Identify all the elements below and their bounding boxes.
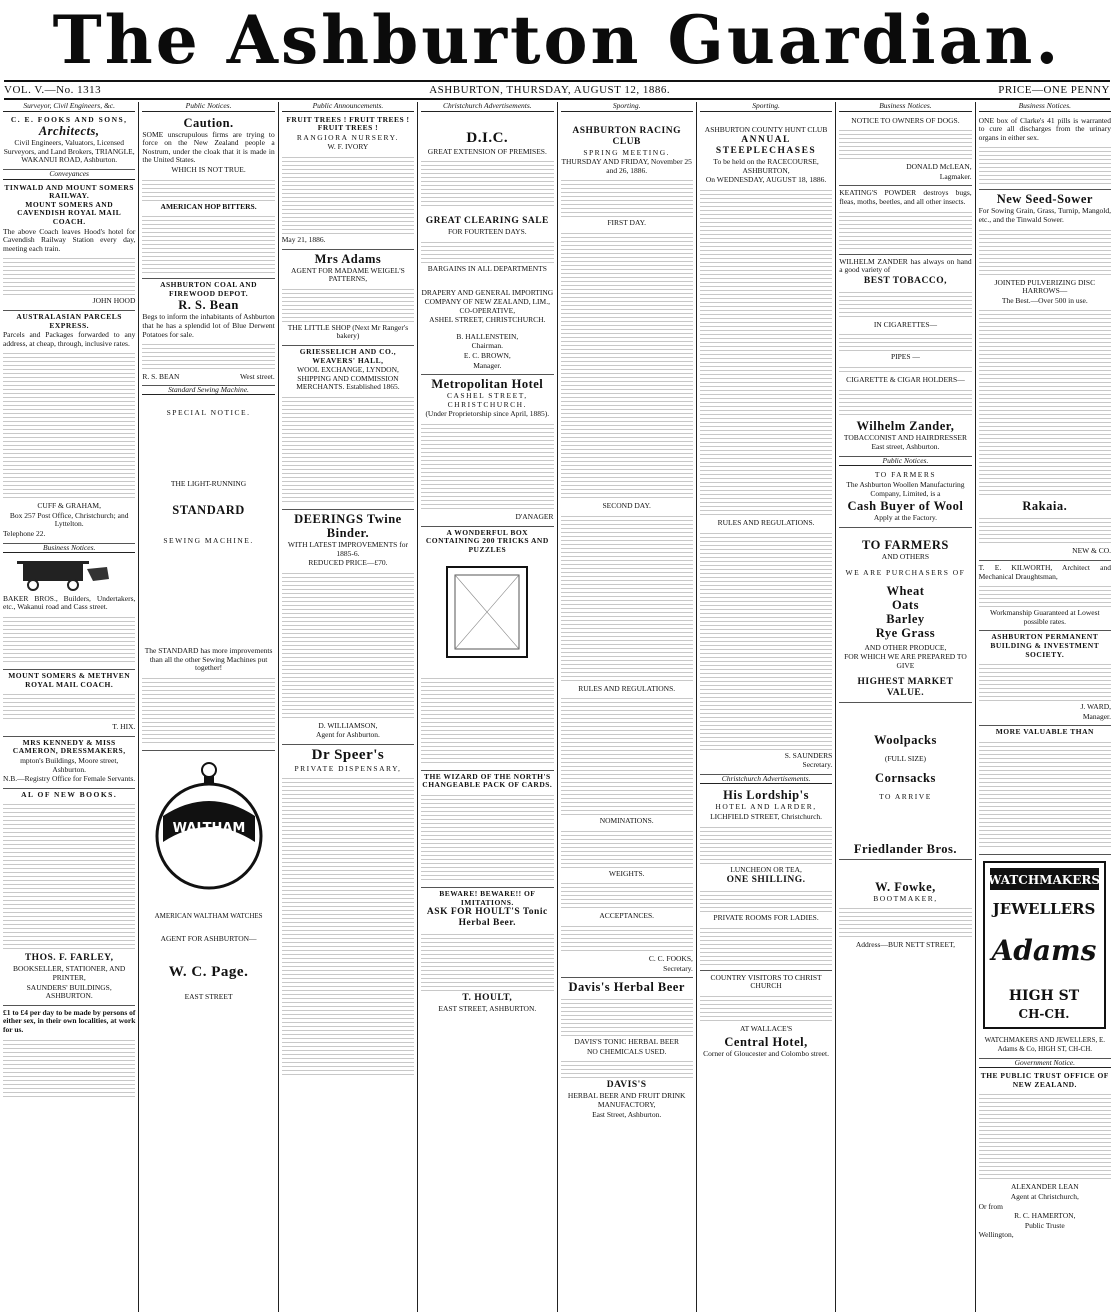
ad-title: ASHBURTON RACING CLUB: [572, 125, 681, 147]
grain-oats: Oats: [891, 597, 919, 612]
column-3: [279, 102, 418, 1312]
ad-subheading: PIPES —: [890, 352, 920, 362]
ad-price: REDUCED PRICE—£70.: [308, 558, 388, 568]
ad-address: CASHEL STREET, CHRISTCHURCH.: [447, 391, 528, 409]
ad-body: BAKER BROS., Builders, Undertakers, etc., Wakanui road and Cass street.: [3, 593, 136, 612]
ad-methven-coach: [3, 670, 135, 737]
ad-heading: MRS KENNEDY & MISS CAMERON, DRESSMAKERS,: [12, 737, 126, 756]
svg-text:WATCHMAKERS: WATCHMAKERS: [988, 872, 1101, 887]
ad-heading: AL OF NEW BOOKS.: [21, 789, 118, 799]
ad-role: BOOTMAKER,: [873, 893, 938, 903]
ad-body: T. E. KILWORTH, Architect and Mechanical Draughtsman,: [978, 562, 1111, 581]
ad-standard-sewing: [142, 397, 274, 751]
ad-title: HIGHEST MARKET VALUE.: [857, 676, 954, 698]
category-heading: Public Notices.: [839, 457, 971, 467]
column-8: [976, 102, 1114, 1312]
column-7: [836, 102, 975, 1312]
race-programme: [561, 230, 693, 500]
ad-role: Chairman.: [471, 341, 504, 351]
ad-title: Dr Speer's: [311, 746, 385, 763]
ad-heading: THE PUBLIC TRUST OFFICE OF NEW ZEALAND.: [980, 1071, 1109, 1089]
ad-dressmakers: [3, 737, 135, 789]
ad-price-heading: ONE SHILLING.: [726, 875, 806, 886]
text-block: [421, 158, 553, 208]
ad-subheading: GREAT EXTENSION OF PREMISES.: [427, 146, 547, 156]
ad-role: Lagmaker.: [939, 171, 972, 181]
ad-role: Manager.: [1082, 711, 1111, 721]
ad-baker-bros: [3, 555, 135, 670]
ad-subheading: AND OTHER PRODUCE,: [864, 642, 947, 652]
ad-title: Cornsacks: [875, 771, 936, 786]
ad-address: EAST STREET, ASHBURTON.: [438, 1004, 537, 1014]
ad-heading: C. E. FOOKS AND SONS,: [10, 114, 128, 124]
ad-company: DRAPERY AND GENERAL IMPORTING COMPANY OF NEW ZEALAND, LIM., CO-OPERATIVE,: [421, 288, 554, 315]
race-programme: [700, 187, 832, 517]
section-heading: FIRST DAY.: [607, 218, 646, 228]
column-2: [139, 102, 278, 1312]
ad-place: Wellington,: [978, 1230, 1014, 1240]
ad-subheading: FOR WHICH WE ARE PREPARED TO GIVE: [844, 652, 967, 671]
text-block: [561, 828, 693, 868]
text-block: [839, 387, 971, 417]
text-block: [421, 675, 553, 765]
ad-title: ASK FOR HOULT'S Tonic Herbal Beer.: [426, 907, 548, 929]
ad-body: Civil Engineers, Valuators, Licensed Surveyors, and Land Brokers, TRIANGLE, WAKANUI ROAD, Ashburton.: [3, 138, 135, 165]
text-block: [561, 1058, 693, 1078]
race-programme: [561, 513, 693, 683]
ad-title: ANNUAL STEEPLECHASES: [715, 135, 817, 157]
ad-heading: FRUIT TREES ! FRUIT TREES ! FRUIT TREES !: [286, 114, 410, 133]
ad-brand: DAVIS'S: [606, 1080, 647, 1091]
ad-earn-money: [3, 1006, 135, 1102]
text-block: [421, 931, 553, 991]
ad-heading: A WONDERFUL BOX CONTAINING 200 TRICKS AND PUZZLES: [425, 527, 549, 554]
ad-kilworth: [979, 561, 1111, 631]
ad-title: Central Hotel,: [724, 1034, 808, 1049]
volume-number: VOL. V.—No. 1313: [4, 84, 102, 96]
ad-dog-owners: [839, 114, 971, 187]
ad-subheading: HOTEL AND LARDER,: [715, 802, 817, 812]
text-block: [839, 127, 971, 161]
ad-heading: MOUNT SOMERS & METHVEN ROYAL MAIL COACH.: [8, 671, 131, 689]
ad-subheading: RANGIORA NURSERY.: [296, 132, 399, 142]
text-block: [839, 364, 971, 374]
jewellers-logo-icon: [982, 860, 1107, 1030]
grain-barley: Barley: [886, 611, 925, 626]
text-block: [700, 993, 832, 1023]
ad-subheading: THE LIGHT-RUNNING: [170, 478, 247, 488]
issue-price: PRICE—ONE PENNY: [998, 84, 1110, 96]
section-heading: WEIGHTS.: [608, 868, 645, 878]
ad-wonderful-box: [421, 527, 553, 771]
ad-note: N.B.—Registry Office for Female Servants.: [3, 774, 136, 784]
ad-heading: BEWARE! BEWARE!! OF IMITATIONS.: [439, 889, 536, 907]
ad-title: Cash Buyer of Wool: [847, 499, 964, 514]
text-block: [979, 583, 1111, 607]
ad-heading: THE WIZARD OF THE NORTH'S CHANGEABLE PACK OF CARDS.: [422, 771, 553, 790]
svg-text:Adams: Adams: [991, 933, 1097, 967]
text-block: [839, 209, 971, 249]
ad-subheading: AND OTHERS: [881, 551, 930, 561]
ad-title: R. S. Bean: [178, 298, 239, 313]
ad-signature: B. HALLENSTEIN,: [456, 331, 519, 341]
ad-davis-herbal-beer: [561, 978, 693, 1123]
ad-signature: R. S. BEAN: [142, 372, 180, 382]
ad-deerings-binder: [282, 510, 414, 745]
ad-subheading: WOOL EXCHANGE, LYNDON, SHIPPING AND COMMISSION MERCHANTS. Established 1865.: [296, 365, 400, 392]
text-block: [700, 530, 832, 750]
dateline: [4, 80, 1110, 100]
ad-title: Wilhelm Zander,: [856, 418, 955, 433]
ad-address: ASHEL STREET, CHRISTCHURCH.: [429, 315, 546, 325]
ad-role: Agent at Christchurch,: [1010, 1192, 1079, 1202]
text-block: [839, 331, 971, 351]
ad-subheading: SEWING MACHINE.: [163, 535, 254, 545]
ad-subheading: IN CIGARETTES—: [873, 319, 937, 329]
text-block: [282, 570, 414, 720]
ad-subheading: PRIVATE DISPENSARY,: [294, 763, 402, 773]
ad-sale-days: FOR FOURTEEN DAYS.: [447, 227, 527, 237]
ad-friedlander: [839, 703, 971, 860]
watch-icon: [149, 756, 269, 906]
hearse-illustration: [3, 557, 113, 591]
ad-parcels-express: [3, 311, 135, 544]
ad-signature: JOHN HOOD: [92, 296, 136, 306]
ad-heading: SPECIAL NOTICE.: [166, 408, 251, 418]
ad-griesselich: [282, 346, 414, 510]
ad-title: DEERINGS Twine Binder.: [294, 511, 402, 540]
ad-body: The Ashburton Woollen Manufacturing Company, Limited, is a: [846, 479, 965, 498]
ad-grain-purchasers: [839, 528, 971, 703]
ad-subheading: TO ARRIVE: [879, 792, 932, 802]
text-block: [421, 421, 553, 511]
ad-body: The above Coach leaves Hood's hotel for Cavendish Railway Station every day, meeting each train.: [3, 226, 136, 253]
ad-title: Metropolitan Hotel: [431, 377, 544, 392]
ad-signature: W. F. IVORY: [327, 142, 369, 152]
ad-subheading: (Under Proprietorship since April, 1885).: [425, 409, 550, 419]
ad-title: Davis's Herbal Beer: [568, 980, 685, 995]
text-block: [979, 144, 1111, 184]
ad-subheading: (FULL SIZE): [884, 753, 927, 763]
ad-signature: ALEXANDER LEAN: [1010, 1182, 1079, 1192]
category-heading: Public Announcements.: [282, 102, 414, 112]
ad-title: Caution.: [183, 115, 234, 130]
ad-title: Architects,: [38, 124, 100, 139]
ad-signature: C. C. FOOKS,: [648, 953, 693, 963]
ad-heading: COUNTRY VISITORS TO CHRIST CHURCH: [710, 972, 822, 991]
ad-role: Public Truste: [1024, 1220, 1065, 1230]
category-heading: Public Notices.: [142, 102, 274, 112]
ad-more-valuable: [979, 726, 1111, 855]
ad-woollen-company: [839, 468, 971, 527]
text-block: [979, 661, 1111, 701]
text-block: [142, 177, 274, 201]
ad-title: His Lordship's: [723, 788, 809, 803]
ad-body: KEATING'S POWDER destroys bugs, fleas, moths, beetles, and all other insects.: [839, 188, 972, 206]
ad-body: £1 to £4 per day to be made by persons of either sex, in their own localities, at work for us.: [3, 1007, 136, 1034]
ad-subheading: DAVIS'S TONIC HERBAL BEER: [574, 1037, 679, 1047]
category-heading: Standard Sewing Machine.: [142, 386, 274, 396]
ad-body: Parcels and Packages forwarded to any address, at cheap, through, inclusive rates.: [3, 330, 136, 348]
text-block: [282, 286, 414, 322]
text-block: [3, 691, 135, 721]
ad-adams-jewellers: [979, 855, 1111, 1059]
grain-wheat: Wheat: [886, 583, 925, 598]
grain-rye-grass: Rye Grass: [875, 625, 936, 640]
category-heading: Sporting.: [700, 102, 832, 112]
ad-place-title: Rakaia.: [1022, 499, 1068, 514]
ad-title: W. Fowke,: [875, 879, 936, 894]
ad-subheading: Workmanship Guaranteed at Lowest possible rates.: [990, 608, 1100, 626]
ad-coal-depot: [142, 279, 274, 386]
ad-body: ONE box of Clarke's 41 pills is warranted to cure all discharges from the urinary organs in either sex.: [978, 115, 1111, 142]
ad-central-hotel: [700, 971, 832, 1062]
ad-racing-club: [561, 114, 693, 979]
category-heading: Christchurch Advertisements.: [700, 775, 832, 785]
category-heading: Christchurch Advertisements.: [421, 102, 553, 112]
svg-text:CH-CH.: CH-CH.: [1018, 1006, 1070, 1021]
ad-subheading: WE ARE PURCHASERS OF: [845, 568, 966, 578]
ad-dates: THURSDAY AND FRIDAY, November 25 and 26, 1886.: [561, 157, 692, 175]
ad-public-trust: [979, 1070, 1111, 1244]
ad-title: D.I.C.: [466, 129, 509, 146]
ad-tinwald-railway: [3, 182, 135, 311]
ad-heading: MORE VALUABLE THAN: [995, 727, 1094, 737]
rates-table: [3, 350, 135, 500]
ad-subheading: CIGARETTE & CIGAR HOLDERS—: [846, 374, 965, 384]
ad-signature: DONALD McLEAN,: [906, 162, 972, 172]
ad-signature: R. C. HAMERTON,: [1014, 1211, 1076, 1221]
ad-place: To be held on the RACECOURSE, ASHBURTON,: [713, 157, 819, 175]
ad-heading: ASHBURTON COUNTY HUNT CLUB: [704, 124, 828, 134]
svg-text:WALTHAM: WALTHAM: [172, 820, 245, 836]
section-heading: SECOND DAY.: [602, 500, 651, 510]
category-heading: Business Notices.: [979, 102, 1111, 112]
ad-signature: D. WILLIAMSON,: [318, 720, 378, 730]
ad-heading: AUSTRALASIAN PARCELS EXPRESS.: [16, 311, 122, 330]
text-block: [839, 289, 971, 319]
ad-date: May 21, 1886.: [281, 234, 326, 244]
ad-address: LICHFIELD STREET, Christchurch.: [710, 811, 823, 821]
text-block: [700, 888, 832, 912]
svg-text:HIGH ST: HIGH ST: [1009, 987, 1080, 1004]
column-5: [558, 102, 697, 1312]
column-1: [0, 102, 139, 1312]
text-block: [979, 227, 1111, 277]
ad-subheading: NO CHEMICALS USED.: [586, 1046, 667, 1056]
text-block: [561, 177, 693, 217]
ad-subheading: THE LITTLE SHOP (Next Mr Ranger's bakery): [287, 322, 409, 341]
category-heading: Government Notice.: [979, 1059, 1111, 1069]
ad-new-books: [3, 789, 135, 1006]
waltham-logo: [142, 753, 274, 912]
ad-subheading: AGENT FOR MADAME WEIGEL'S PATTERNS,: [291, 265, 405, 284]
category-heading: Business Notices.: [839, 102, 971, 112]
ad-hoult-beer: [421, 888, 553, 1018]
ad-signature: NEW & CO.: [1072, 546, 1111, 556]
ad-subheading: AT WALLACE'S: [740, 1023, 793, 1033]
text-block: [561, 880, 693, 910]
ad-seed-sower: [979, 190, 1111, 561]
ad-dic-sale: [421, 114, 553, 376]
column-6: [697, 102, 836, 1312]
ad-signature: D'ANAGER: [515, 511, 554, 521]
ad-body: WILHELM ZANDER has always on hand a good variety of: [839, 256, 972, 275]
column-4: [418, 102, 557, 1312]
text-block: [979, 739, 1111, 849]
ad-clarkes-pills: [979, 114, 1111, 191]
text-block: [421, 239, 553, 263]
text-block: [561, 923, 693, 953]
ad-body: For Sowing Grain, Grass, Turnip, Mangold, etc., and the Tinwald Sower.: [978, 206, 1111, 224]
text-block: [700, 925, 832, 965]
ad-signature: THOS. F. FARLEY,: [24, 953, 114, 964]
ad-address: East street, Ashburton.: [871, 442, 940, 452]
ad-role: Secretary.: [663, 963, 693, 973]
ad-fowke-bootmaker: [839, 860, 971, 954]
ad-role: Secretary.: [802, 760, 833, 770]
ad-title: TO FARMERS: [862, 537, 949, 552]
jewellers-logo-text: WATCHMAKERS AND JEWELLERS, E. Adams & Co, HIGH ST, CH-CH.: [984, 1036, 1105, 1054]
ad-address: East Street, Ashburton.: [592, 1109, 662, 1119]
ad-address: West street.: [239, 372, 275, 382]
ad-signature: Friedlander Bros.: [853, 841, 958, 856]
tricks-box-icon: [437, 557, 537, 667]
ad-address: Box 257 Post Office, Christchurch; and Lyttelton.: [9, 510, 129, 529]
jewellers-logo: [979, 857, 1111, 1036]
ad-telephone: Telephone 22.: [3, 529, 46, 539]
ad-signature: T. HOULT,: [462, 993, 513, 1004]
category-heading: Business Notices.: [3, 544, 135, 554]
ad-signature: S. SAUNDERS: [784, 750, 833, 760]
ad-role: Agent for Ashburton.: [315, 730, 380, 740]
text-block: [979, 307, 1111, 497]
section-heading: RULES AND REGULATIONS.: [578, 683, 676, 693]
ad-heading: TINWALD AND MOUNT SOMERS RAILWAY.: [4, 182, 134, 201]
ad-address: mpton's Buildings, Moore street, Ashburton.: [20, 756, 119, 774]
waltham-logo-text: AMERICAN WALTHAM WATCHES: [154, 912, 263, 921]
ad-sale-heading: GREAT CLEARING SALE: [425, 216, 549, 227]
ad-role: TOBACCONIST AND HAIRDRESSER: [843, 432, 967, 442]
section-heading: NOMINATIONS.: [599, 816, 654, 826]
ad-building-society: [979, 631, 1111, 726]
ad-address: EAST STREET: [184, 991, 233, 1001]
text-block: [3, 614, 135, 664]
ad-body: The STANDARD has more improvements than all the other Sewing Machines put together!: [144, 646, 273, 673]
section-heading: ACCEPTANCES.: [599, 911, 654, 921]
ad-title: Woolpacks: [874, 732, 937, 747]
ad-subheading: The Best.—Over 500 in use.: [1001, 295, 1088, 305]
text-block: [282, 394, 414, 504]
text-block: [421, 792, 553, 882]
ad-heading: TO FARMERS: [874, 470, 937, 480]
ad-signature: T. HIX.: [112, 722, 136, 732]
ad-caution-hop-bitters: [142, 114, 274, 280]
text-block: [3, 1037, 135, 1097]
ad-dr-speers: [282, 745, 414, 1081]
ad-fooks-architects: [3, 114, 135, 170]
section-heading: RULES AND REGULATIONS.: [717, 517, 815, 527]
text-block: [282, 154, 414, 234]
text-block: [839, 905, 971, 939]
issue-date: ASHBURTON, THURSDAY, AUGUST 12, 1886.: [429, 84, 671, 96]
text-block: [979, 1091, 1111, 1181]
ad-subheading: WHICH IS NOT TRUE.: [171, 164, 246, 174]
text-block: [561, 996, 693, 1036]
ad-heading: ASHBURTON COAL AND FIREWOOD DEPOT.: [160, 280, 258, 298]
ad-title: W. C. Page.: [168, 963, 249, 980]
ad-or: Or from: [978, 1201, 1003, 1211]
ad-waltham-watches: [142, 751, 274, 1005]
ad-title: Mrs Adams: [314, 251, 382, 266]
svg-text:JEWELLERS: JEWELLERS: [992, 899, 1096, 918]
ad-address: SAUNDERS' BUILDINGS, ASHBURTON.: [26, 982, 112, 1001]
ad-subheading: BEST TOBACCO,: [863, 275, 947, 286]
ad-subheading: SPRING MEETING.: [583, 147, 671, 157]
ad-his-lordships: [700, 786, 832, 970]
ad-brand: AMERICAN HOP BITTERS.: [160, 201, 257, 211]
ad-subheading: PRIVATE ROOMS FOR LADIES.: [713, 913, 819, 923]
ad-subheading: MOUNT SOMERS AND CAVENDISH ROYAL MAIL COACH.: [17, 199, 122, 226]
text-block: [3, 801, 135, 951]
ad-hunt-club: [700, 114, 832, 775]
ad-subheading: JOINTED PULVERIZING DISC HARROWS—: [994, 277, 1096, 296]
text-block: [561, 695, 693, 815]
columns: [0, 102, 1114, 1312]
ad-metropolitan-hotel: [421, 375, 553, 526]
ad-trade: BOOKSELLER, STATIONER, AND PRINTER,: [13, 964, 126, 982]
text-block: [142, 341, 274, 371]
ad-signature: E. C. BROWN,: [463, 350, 511, 360]
ad-subheading: WITH LATEST IMPROVEMENTS for 1885-6.: [287, 539, 408, 558]
ad-signature: CUFF & GRAHAM,: [37, 501, 101, 511]
ad-address: Address—BUR NETT STREET,: [855, 940, 955, 950]
text-block: [142, 213, 274, 273]
ad-bargains: BARGAINS IN ALL DEPARTMENTS: [427, 263, 547, 273]
text-block: [700, 824, 832, 864]
ad-wizard-cards: [421, 771, 553, 888]
category-heading: Sporting.: [561, 102, 693, 112]
ad-fruit-trees: [282, 114, 414, 250]
ad-date: On WEDNESDAY, AUGUST 18, 1886.: [705, 175, 827, 185]
ad-heading: GRIESSELICH AND CO., WEAVERS' HALL,: [299, 346, 397, 365]
ad-title: STANDARD: [172, 502, 245, 517]
ad-heading: NOTICE TO OWNERS OF DOGS.: [851, 115, 960, 125]
text-block: [979, 515, 1111, 545]
ad-agent-label: AGENT FOR ASHBURTON—: [160, 934, 257, 944]
ad-heading: ASHBURTON PERMANENT BUILDING & INVESTMENT SOCIETY.: [990, 632, 1100, 659]
ad-subheading: LUNCHEON OR TEA,: [730, 864, 802, 874]
category-heading: Conveyances: [3, 170, 135, 180]
ad-keatings-powder: [839, 186, 971, 254]
ad-wilhelm-zander: [839, 255, 971, 457]
ad-signature: J. WARD,: [1080, 702, 1111, 712]
ad-mrs-adams: [282, 250, 414, 346]
text-block: [3, 255, 135, 295]
ad-body: SOME unscrupulous firms are trying to force on the New Zealand people a Nostrum, under the cloak that it is made in the United States.: [142, 129, 275, 165]
ad-body: Begs to inform the inhabitants of Ashburton that he has a splendid lot of Blue Derwent Potatoes for sale.: [142, 312, 275, 339]
ad-address: Corner of Gloucester and Colombo street.: [703, 1048, 829, 1058]
ad-apply: Apply at the Factory.: [873, 513, 938, 523]
ad-title: New Seed-Sower: [996, 192, 1093, 207]
category-heading: Surveyor, Civil Engineers, &c.: [3, 102, 135, 112]
masthead-title: The Ashburton Guardian.: [52, 1, 1062, 79]
text-block: [282, 775, 414, 1075]
ad-company: HERBAL BEER AND FRUIT DRINK MANUFACTORY,: [567, 1091, 686, 1109]
text-block: [142, 675, 274, 745]
ad-role: Manager.: [473, 360, 502, 370]
